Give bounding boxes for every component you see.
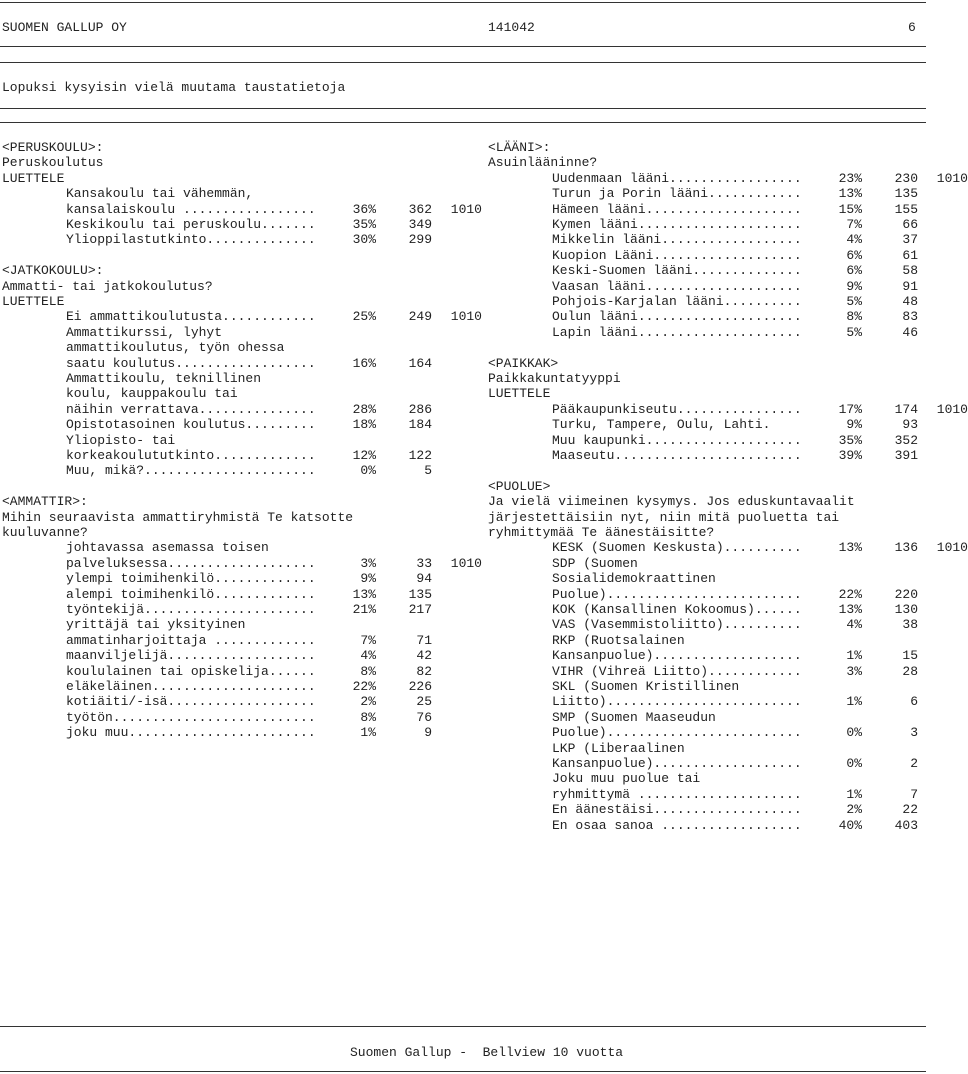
line-percent: 13% — [352, 587, 376, 602]
line-text: Kansanpuolue)................... — [552, 756, 802, 771]
line-percent: 1% — [360, 725, 376, 740]
line-percent: 13% — [838, 186, 862, 201]
line-text: palveluksessa................... — [66, 556, 316, 571]
line-count: 135 — [894, 186, 918, 201]
line-text: Asuinlääninne? — [488, 155, 598, 170]
line-count: 94 — [416, 571, 432, 586]
line-text: Ei ammattikoulutusta............ — [66, 309, 316, 324]
line-text: Sosialidemokraattinen — [552, 571, 716, 586]
line-percent: 0% — [846, 725, 862, 740]
line-text: ryhmittymä ..................... — [552, 787, 802, 802]
line-percent: 3% — [360, 556, 376, 571]
line-count: 286 — [408, 402, 432, 417]
line-count: 299 — [408, 232, 432, 247]
line-count: 42 — [416, 648, 432, 663]
line-percent: 39% — [838, 448, 862, 463]
page-number: 6 — [908, 20, 916, 35]
line-percent: 7% — [846, 217, 862, 232]
line-count: 3 — [910, 725, 918, 740]
line-text: yrittäjä tai yksityinen — [66, 617, 246, 632]
line-text: Maaseutu........................ — [552, 448, 802, 463]
line-percent: 8% — [360, 710, 376, 725]
line-percent: 18% — [352, 417, 376, 432]
line-count: 25 — [416, 694, 432, 709]
line-percent: 3% — [846, 664, 862, 679]
line-text: kuuluvanne? — [2, 525, 88, 540]
line-text: Kansakoulu tai vähemmän, — [66, 186, 254, 201]
line-count: 135 — [408, 587, 432, 602]
line-percent: 1% — [846, 648, 862, 663]
line-text: alempi toimihenkilö............. — [66, 587, 316, 602]
footer-text: Suomen Gallup - Bellview 10 vuotta — [350, 1045, 624, 1060]
top-rule-2 — [0, 46, 926, 47]
line-count: 130 — [894, 602, 918, 617]
line-count: 48 — [902, 294, 918, 309]
bottom-rule-2 — [0, 1071, 926, 1072]
line-count: 391 — [894, 448, 918, 463]
line-base: 1010 — [450, 202, 482, 217]
line-text: Lapin lääni..................... — [552, 325, 802, 340]
line-text: Uudenmaan lääni................. — [552, 171, 802, 186]
line-count: 91 — [902, 279, 918, 294]
line-percent: 9% — [360, 571, 376, 586]
line-percent: 1% — [846, 694, 862, 709]
line-text: LUETTELE — [2, 294, 65, 309]
report-code: 141042 — [488, 20, 535, 35]
line-percent: 7% — [360, 633, 376, 648]
line-text: ryhmittymää Te äänestäisitte? — [488, 525, 715, 540]
line-count: 122 — [408, 448, 432, 463]
line-percent: 4% — [846, 232, 862, 247]
line-text: KOK (Kansallinen Kokoomus)...... — [552, 602, 802, 617]
line-count: 33 — [416, 556, 432, 571]
line-text: Mihin seuraavista ammattiryhmistä Te katsotte — [2, 510, 354, 525]
line-count: 82 — [416, 664, 432, 679]
top-rule-1 — [0, 2, 926, 3]
line-percent: 36% — [352, 202, 376, 217]
line-text: SKL (Suomen Kristillinen — [552, 679, 740, 694]
line-text: Oulun lääni..................... — [552, 309, 802, 324]
line-text: järjestettäisiin nyt, niin mitä puoluetta tai — [488, 510, 840, 525]
line-text: Yliopisto- tai — [66, 433, 176, 448]
line-text: ylempi toimihenkilö............. — [66, 571, 316, 586]
line-count: 230 — [894, 171, 918, 186]
line-text: Ammattikoulu, teknillinen — [66, 371, 262, 386]
line-percent: 21% — [352, 602, 376, 617]
line-text: SMP (Suomen Maaseudun — [552, 710, 716, 725]
line-percent: 1% — [846, 787, 862, 802]
line-text: <PERUSKOULU>: — [2, 140, 104, 155]
line-count: 66 — [902, 217, 918, 232]
line-text: Joku muu puolue tai — [552, 771, 701, 786]
line-text: Ammatti- tai jatkokoulutus? — [2, 279, 213, 294]
line-percent: 9% — [846, 417, 862, 432]
line-text: Muu, mikä?...................... — [66, 463, 316, 478]
line-text: työtön.......................... — [66, 710, 316, 725]
line-percent: 4% — [360, 648, 376, 663]
line-text: eläkeläinen..................... — [66, 679, 316, 694]
line-percent: 30% — [352, 232, 376, 247]
line-text: Kansanpuolue)................... — [552, 648, 802, 663]
line-percent: 9% — [846, 279, 862, 294]
line-text: Vaasan lääni.................... — [552, 279, 802, 294]
line-percent: 35% — [352, 217, 376, 232]
line-percent: 5% — [846, 294, 862, 309]
line-text: VAS (Vasemmistoliitto).......... — [552, 617, 802, 632]
line-text: Keski-Suomen lääni.............. — [552, 263, 802, 278]
line-text: johtavassa asemassa toisen — [66, 540, 269, 555]
line-text: Paikkakuntatyyppi — [488, 371, 621, 386]
line-count: 403 — [894, 818, 918, 833]
line-text: ammatinharjoittaja ............. — [66, 633, 316, 648]
line-percent: 2% — [360, 694, 376, 709]
line-text: Pohjois-Karjalan lääni.......... — [552, 294, 802, 309]
line-percent: 0% — [846, 756, 862, 771]
top-rule-3 — [0, 62, 926, 63]
line-text: ammattikoulutus, työn ohessa — [66, 340, 285, 355]
line-count: 174 — [894, 402, 918, 417]
line-percent: 25% — [352, 309, 376, 324]
line-percent: 13% — [838, 602, 862, 617]
line-base: 1010 — [450, 309, 482, 324]
line-text: Ja vielä viimeinen kysymys. Jos eduskuntavaalit — [488, 494, 855, 509]
line-text: Turku, Tampere, Oulu, Lahti. — [552, 417, 771, 432]
line-count: 28 — [902, 664, 918, 679]
line-text: Keskikoulu tai peruskoulu....... — [66, 217, 316, 232]
line-percent: 28% — [352, 402, 376, 417]
line-percent: 13% — [838, 540, 862, 555]
line-percent: 12% — [352, 448, 376, 463]
line-text: RKP (Ruotsalainen — [552, 633, 685, 648]
line-text: LUETTELE — [488, 386, 551, 401]
line-text: <LÄÄNI>: — [488, 140, 551, 155]
line-text: LKP (Liberaalinen — [552, 741, 685, 756]
line-text: Puolue)......................... — [552, 587, 802, 602]
intro-text: Lopuksi kysyisin vielä muutama taustatietoja — [2, 80, 346, 95]
line-base: 1010 — [936, 402, 968, 417]
line-text: kotiäiti/-isä................... — [66, 694, 316, 709]
line-text: koululainen tai opiskelija...... — [66, 664, 316, 679]
line-percent: 23% — [838, 171, 862, 186]
line-text: Peruskoulutus — [2, 155, 104, 170]
line-text: KESK (Suomen Keskusta).......... — [552, 540, 802, 555]
line-text: koulu, kauppakoulu tai — [66, 386, 238, 401]
line-percent: 4% — [846, 617, 862, 632]
line-text: joku muu........................ — [66, 725, 316, 740]
line-count: 249 — [408, 309, 432, 324]
line-count: 164 — [408, 356, 432, 371]
line-percent: 22% — [838, 587, 862, 602]
line-count: 61 — [902, 248, 918, 263]
line-text: näihin verrattava............... — [66, 402, 316, 417]
line-count: 58 — [902, 263, 918, 278]
line-text: Ammattikurssi, lyhyt — [66, 325, 223, 340]
line-count: 22 — [902, 802, 918, 817]
line-text: Puolue)......................... — [552, 725, 802, 740]
line-percent: 6% — [846, 248, 862, 263]
line-count: 155 — [894, 202, 918, 217]
line-count: 46 — [902, 325, 918, 340]
line-text: Pääkaupunkiseutu................ — [552, 402, 802, 417]
line-count: 71 — [416, 633, 432, 648]
line-text: Turun ja Porin lääni............ — [552, 186, 802, 201]
line-text: <PAIKKAK> — [488, 356, 559, 371]
line-text: Ylioppilastutkinto.............. — [66, 232, 316, 247]
line-text: korkeakoulututkinto............. — [66, 448, 316, 463]
line-count: 362 — [408, 202, 432, 217]
line-text: Hämeen lääni.................... — [552, 202, 802, 217]
line-count: 9 — [424, 725, 432, 740]
line-percent: 16% — [352, 356, 376, 371]
line-percent: 8% — [846, 309, 862, 324]
line-percent: 8% — [360, 664, 376, 679]
line-percent: 35% — [838, 433, 862, 448]
line-percent: 15% — [838, 202, 862, 217]
line-count: 37 — [902, 232, 918, 247]
line-count: 7 — [910, 787, 918, 802]
line-count: 83 — [902, 309, 918, 324]
line-text: <AMMATTIR>: — [2, 494, 88, 509]
line-text: Kuopion Lääni................... — [552, 248, 802, 263]
line-text: LUETTELE — [2, 171, 65, 186]
company-name: SUOMEN GALLUP OY — [2, 20, 127, 35]
line-text: Liitto)......................... — [552, 694, 802, 709]
line-text: <JATKOKOULU>: — [2, 263, 104, 278]
line-count: 5 — [424, 463, 432, 478]
line-count: 184 — [408, 417, 432, 432]
line-percent: 22% — [352, 679, 376, 694]
top-rule-4 — [0, 108, 926, 109]
line-count: 217 — [408, 602, 432, 617]
line-count: 38 — [902, 617, 918, 632]
line-percent: 40% — [838, 818, 862, 833]
line-base: 1010 — [936, 540, 968, 555]
line-count: 352 — [894, 433, 918, 448]
line-percent: 2% — [846, 802, 862, 817]
line-count: 2 — [910, 756, 918, 771]
line-text: Muu kaupunki.................... — [552, 433, 802, 448]
line-count: 76 — [416, 710, 432, 725]
line-base: 1010 — [936, 171, 968, 186]
line-count: 136 — [894, 540, 918, 555]
line-percent: 17% — [838, 402, 862, 417]
line-text: Opistotasoinen koulutus......... — [66, 417, 316, 432]
line-count: 226 — [408, 679, 432, 694]
line-count: 93 — [902, 417, 918, 432]
line-text: Mikkelin lääni.................. — [552, 232, 802, 247]
line-text: VIHR (Vihreä Liitto)............ — [552, 664, 802, 679]
line-text: <PUOLUE> — [488, 479, 551, 494]
line-text: maanviljelijä................... — [66, 648, 316, 663]
line-text: En osaa sanoa .................. — [552, 818, 802, 833]
line-count: 220 — [894, 587, 918, 602]
line-text: kansalaiskoulu ................. — [66, 202, 316, 217]
line-base: 1010 — [450, 556, 482, 571]
line-percent: 0% — [360, 463, 376, 478]
line-count: 6 — [910, 694, 918, 709]
line-count: 15 — [902, 648, 918, 663]
line-text: SDP (Suomen — [552, 556, 638, 571]
line-text: En äänestäisi................... — [552, 802, 802, 817]
line-percent: 5% — [846, 325, 862, 340]
line-percent: 6% — [846, 263, 862, 278]
line-text: saatu koulutus.................. — [66, 356, 316, 371]
line-count: 349 — [408, 217, 432, 232]
line-text: työntekijä...................... — [66, 602, 316, 617]
line-text: Kymen lääni..................... — [552, 217, 802, 232]
bottom-rule-1 — [0, 1026, 926, 1027]
top-rule-5 — [0, 122, 926, 123]
